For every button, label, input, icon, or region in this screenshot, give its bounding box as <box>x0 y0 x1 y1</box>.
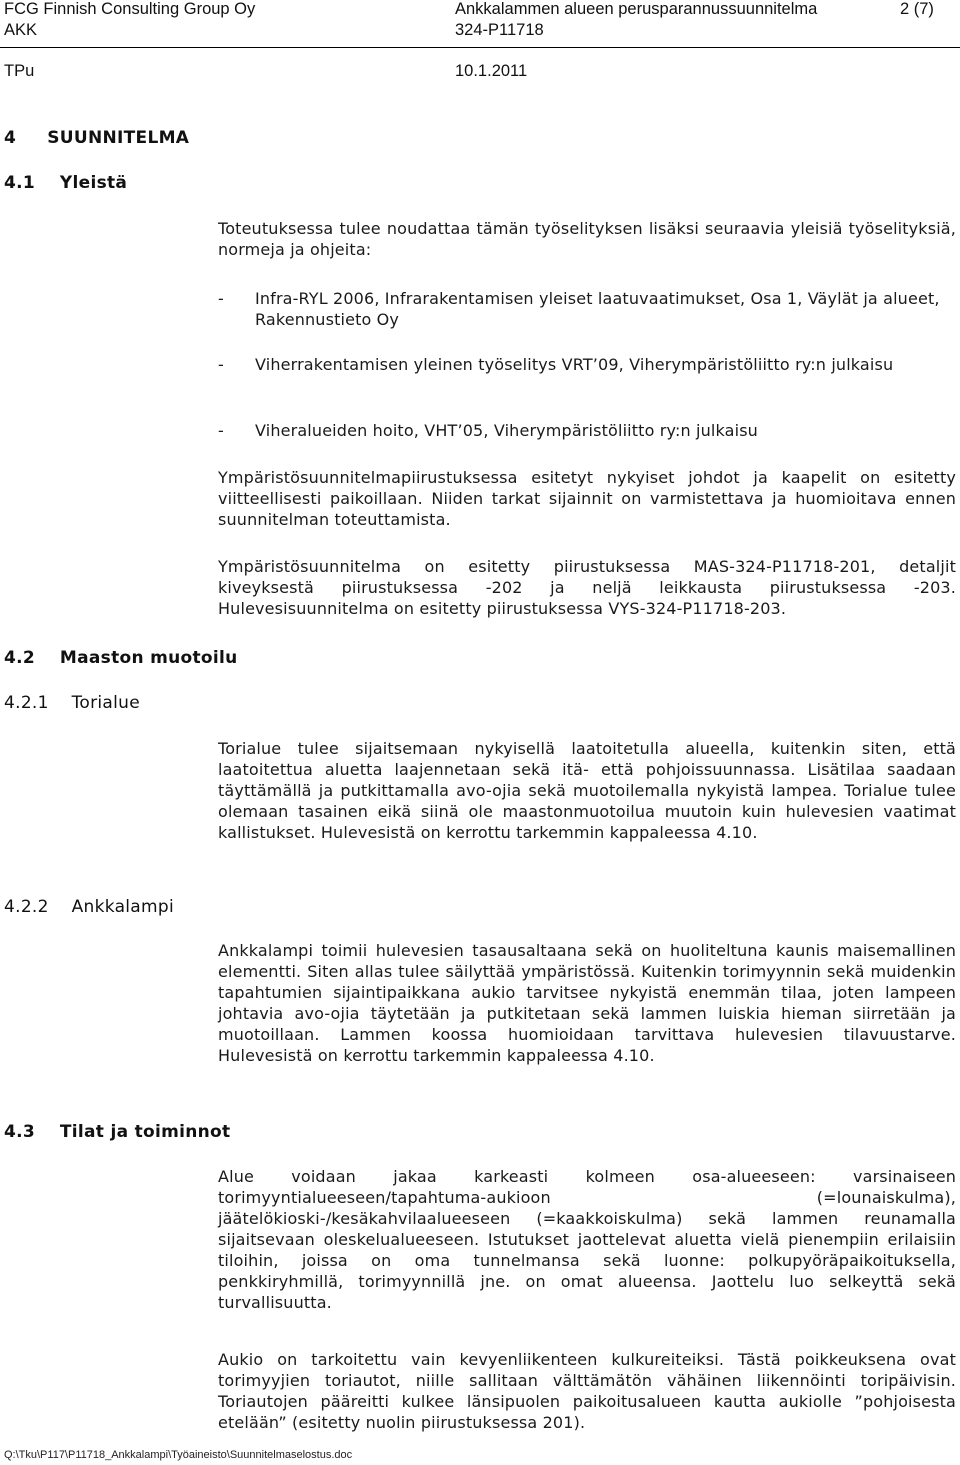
section-heading-4-2: 4.2 Maaston muotoilu <box>4 648 238 668</box>
paragraph-torialue: Torialue tulee sijaitsemaan nykyisellä laatoitetulla alueella, kuitenkin siten, että laatoitettua aluetta laajennetaan sekä itä- että pohjoissuunnassa. Lisätilaa saadaan täyttämällä ja putkittamalla avo-ojia sekä muotoilemalla nykyistä lampea. Torialue tulee olemaan tasainen eikä siinä ole maastonmuotoilua muutoin kuin hulevesien vaatimat kallistukset. Hulevesistä on kerrottu tarkemmin kappaleessa 4.10. <box>218 739 956 842</box>
section-heading-4-2-1: 4.2.1 Torialue <box>4 693 140 713</box>
paragraph-intro: Toteutuksessa tulee noudattaa tämän työselityksen lisäksi seuraavia yleisiä työselityksiä, normeja ja ohjeita: <box>218 219 956 259</box>
list-item: - Infra-RYL 2006, Infrarakentamisen yleiset laatuvaatimukset, Osa 1, Väylät ja alueet, Rakennustieto Oy <box>218 288 956 330</box>
paragraph-ankkalampi: Ankkalampi toimii hulevesien tasausaltaana sekä on huoliteltuna kaunis maisemallinen elementti. Siten allas tulee säilyttää ympäristössä. Kuitenkin torimyynnin sekä muidenkin tapahtumien sijaintipaikkana aukio tarvitsee nykyistä enemmän tilaa, joten lampeen johtavia avo-ojia täytetään ja putkitetaan sekä lammen luiskia hieman siirretään ja muotoillaan. Lammen koossa huomioidaan tarvittava hulevesien tilavuustarve. Hulevesistä on kerrottu tarkemmin kappaleessa 4.10. <box>218 941 956 1065</box>
list-item: - Viheralueiden hoito, VHT’05, Viherympäristöliitto ry:n julkaisu <box>218 420 956 441</box>
header-date: 10.1.2011 <box>455 62 528 80</box>
list-item: - Viherrakentamisen yleinen työselitys VRT’09, Viherympäristöliitto ry:n julkaisu <box>218 354 956 375</box>
list-item-text: Viherrakentamisen yleinen työselitys VRT’09, Viherympäristöliitto ry:n julkaisu <box>255 355 894 374</box>
header-department: AKK <box>4 21 38 39</box>
header-rule <box>0 47 960 48</box>
header-page-number: 2 (7) <box>900 0 934 18</box>
paragraph-cables: Ympäristösuunnitelmapiirustuksessa esitetyt nykyiset johdot ja kaapelit on esitetty viitteellisesti paikoillaan. Niiden tarkat sijainnit on varmistettava ja huomioitava ennen suunnitelman toteuttamista. <box>218 468 956 529</box>
list-item-text: Infra-RYL 2006, Infrarakentamisen yleiset laatuvaatimukset, Osa 1, Väylät ja alueet, Rakennustieto Oy <box>255 289 940 329</box>
paragraph-areas: Alue voidaan jakaa karkeasti kolmeen osa-alueeseen: varsinaiseen torimyyntialueeseen/tapahtuma-aukioon (=lounaiskulma), jäätelökioski-/kesäkahvilaalueeseen (=kaakkoiskulma) sekä lammen reunamalla sijaitsevaan oleskelualueeseen. Istutukset jaottelevat aluetta vielä pienempiin erilaisiin tiloihin, joissa on oma tunnelmansa sekä luonne: polkupyöräpaikoituksella, penkkiryhmillä, torimyynnillä jne. on omat alueensa. Jaottelu luo selkeyttä sekä turvallisuutta. <box>218 1167 956 1312</box>
section-heading-4-3: 4.3 Tilat ja toiminnot <box>4 1122 231 1142</box>
section-heading-4: 4 SUUNNITELMA <box>4 128 190 148</box>
header-company: FCG Finnish Consulting Group Oy <box>4 0 256 18</box>
header-doc-title: Ankkalammen alueen perusparannussuunnitelma <box>455 0 818 18</box>
section-heading-4-2-2: 4.2.2 Ankkalampi <box>4 897 174 917</box>
paragraph-traffic: Aukio on tarkoitettu vain kevyenliikenteen kulkureiteiksi. Tästä poikkeuksena ovat torimyyjien toriautot, niille sallitaan välttämätön vähäinen liikennöinti toripäivisin. Toriautojen pääreitti kulkee länsipuolen paikoitusalueen kautta aukiolle ”pohjoisesta etelään” (esitetty nuolin piirustuksessa 201). <box>218 1350 956 1432</box>
header-author: TPu <box>4 62 35 80</box>
header-project-number: 324-P11718 <box>455 21 544 39</box>
list-item-text: Viheralueiden hoito, VHT’05, Viherympäristöliitto ry:n julkaisu <box>255 421 758 440</box>
paragraph-drawings: Ympäristösuunnitelma on esitetty piirustuksessa MAS-324-P11718-201, detaljit kiveyksestä piirustuksessa -202 ja neljä leikkausta piirustuksessa -203. Hulevesisuunnitelma on esitetty piirustuksessa VYS-324-P11718-203. <box>218 557 956 618</box>
footer-file-path: Q:\Tku\P117\P11718_Ankkalampi\Työaineisto\Suunnitelmaselostus.doc <box>4 1449 353 1461</box>
section-heading-4-1: 4.1 Yleistä <box>4 173 128 193</box>
